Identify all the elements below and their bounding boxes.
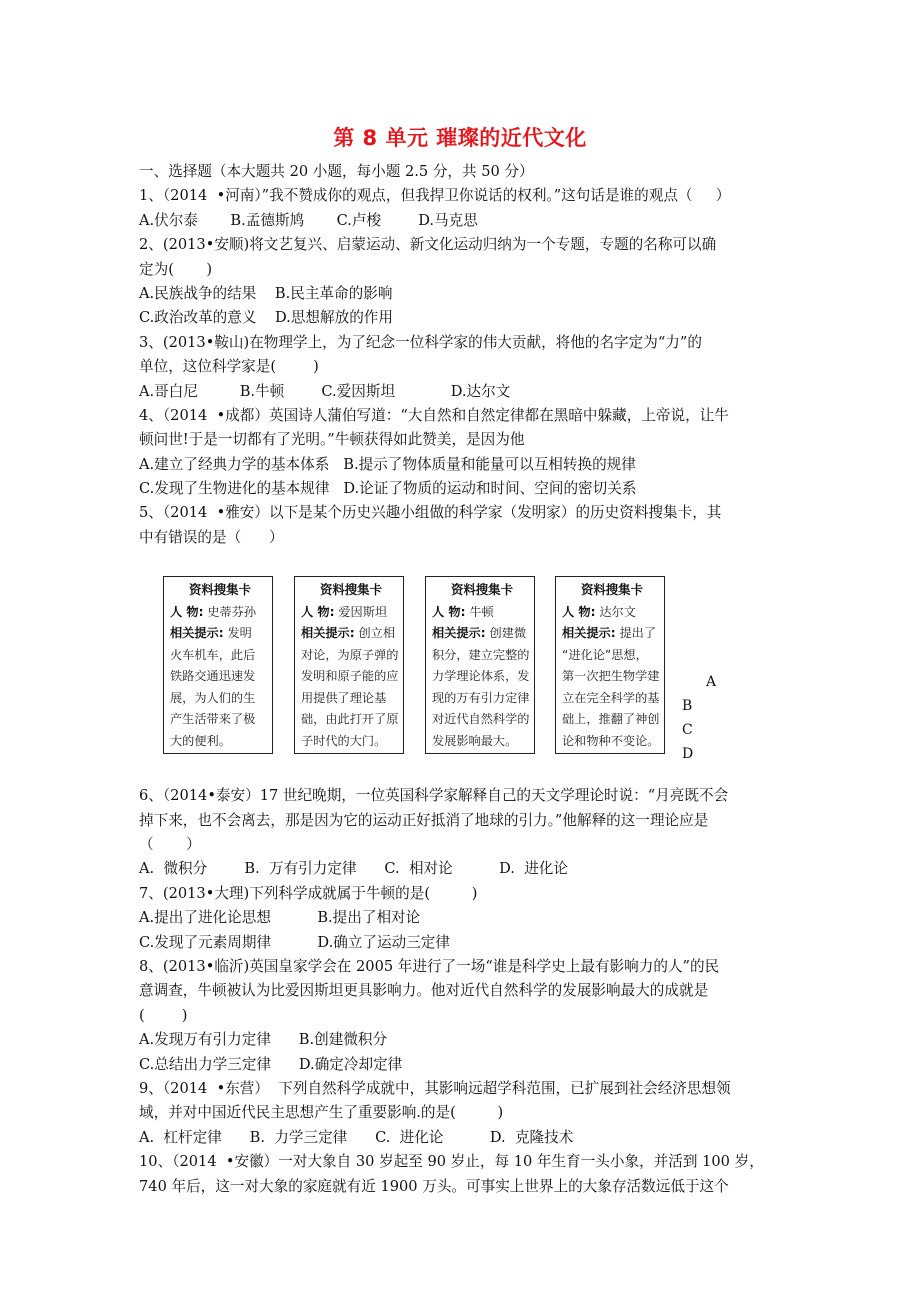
card-hint-line	[562, 731, 662, 753]
option-letter-a: A	[706, 674, 717, 691]
question-line: A.提出了进化论思想 B.提出了相对论	[139, 909, 421, 927]
option-letter-d: D	[682, 746, 694, 763]
card-hint-line	[301, 688, 401, 710]
card-hint-line	[170, 688, 270, 710]
card-hint-line	[432, 666, 532, 688]
card-hint-line	[301, 645, 401, 667]
card-hint-text: 立在完全科学的基	[562, 690, 660, 705]
material-card	[425, 576, 535, 754]
card-hint-text: 创建微	[489, 626, 527, 641]
card-title: 资料搜集卡	[581, 582, 643, 598]
question-line: 定为( )	[139, 260, 213, 278]
question-line: 1、（2014 •河南）”我不赞成你的观点，但我捍卫你说话的权利。”这句话是谁的观点（ ）	[139, 187, 731, 205]
card-hint-line	[432, 709, 532, 731]
card-person: 牛顿	[469, 604, 494, 619]
material-card	[163, 576, 273, 754]
card-hint-label: 相关提示:	[301, 626, 355, 641]
card-hint-text: 力学理论体系，发	[432, 669, 530, 684]
question-line: 6、（2014•泰安）17 世纪晚期，一位英国科学家解释自己的天文学理论时说：“月亮既不会	[139, 787, 729, 805]
question-line: （ ）	[139, 836, 201, 854]
card-hint-label: 相关提示:	[432, 626, 486, 641]
card-hint-line	[562, 666, 662, 688]
card-hint-line	[432, 623, 532, 645]
card-person-row	[170, 602, 270, 624]
option-letter-c: C	[682, 722, 693, 739]
card-hint-text: 火车机车，此后	[170, 647, 256, 662]
question-line: 5、（2014 •雅安）以下是某个历史兴趣小组做的科学家（发明家）的历史资料搜集卡，其	[139, 504, 722, 522]
section-heading: 一、选择题（本大题共 20 小题，每小题 2.5 分，共 50 分）	[139, 163, 534, 180]
question-body	[139, 160, 787, 1199]
card-hint-text: 发展影响最大。	[432, 733, 518, 748]
question-line: 单位，这位科学家是( )	[139, 358, 319, 376]
card-hint-line	[562, 645, 662, 667]
question-line: A.哥白尼 B.牛顿 C.爱因斯坦 D.达尔文	[139, 382, 511, 400]
card-hint-line	[301, 709, 401, 731]
card-hint-line	[170, 623, 270, 645]
question-line: ( )	[139, 1006, 188, 1024]
material-cards	[139, 564, 787, 784]
question-line: A.发现万有引力定律 B.创建微积分	[139, 1031, 388, 1049]
card-hint-text: 发明和原子能的应	[301, 669, 399, 684]
card-hint-text: 展，为人们的生	[170, 690, 256, 705]
card-hint-text: 提出了	[619, 626, 657, 641]
card-hint-text: 大的便利。	[170, 733, 231, 748]
material-card	[294, 576, 404, 754]
card-person: 达尔文	[599, 604, 636, 619]
questions-6-10	[139, 784, 787, 1199]
card-person-row	[301, 602, 401, 624]
questions-1-5	[139, 184, 787, 550]
card-hint-line	[562, 709, 662, 731]
card-hint-line	[170, 731, 270, 753]
card-hint-text: 础，由此打开了原	[301, 712, 399, 727]
question-line: 7、(2013•大理)下列科学成就属于牛顿的是( )	[139, 884, 478, 902]
option-letter-b: B	[682, 698, 693, 715]
question-line: 2、(2013•安顺)将文艺复兴、启蒙运动、新文化运动归纳为一个专题，专题的名称可以确	[139, 236, 717, 254]
question-line: C.政治改革的意义 D.思想解放的作用	[139, 309, 393, 327]
card-person-label: 人 物:	[432, 604, 466, 619]
card-hint-line	[301, 666, 401, 688]
card-hint-text: 积分，建立完整的	[432, 647, 530, 662]
card-hint-text: 现的万有引力定律	[432, 690, 530, 705]
card-title: 资料搜集卡	[451, 582, 513, 598]
card-hint-text: 对论，为原子弹的	[301, 647, 399, 662]
card-hint-line	[432, 731, 532, 753]
card-person-label: 人 物:	[170, 604, 204, 619]
card-person-row	[432, 602, 532, 624]
question-line: 740 年后，这一对大象的家庭就有近 1900 万头。可事实上世界上的大象存活数远低于这个	[139, 1177, 729, 1195]
page-title: 第 8 单元 璀璨的近代文化	[333, 126, 587, 150]
question-line: A. 微积分 B. 万有引力定律 C. 相对论 D. 进化论	[139, 860, 568, 878]
question-line: 掉下来，也不会离去，那是因为它的运动正好抵消了地球的引力。”他解释的这一理论应是	[139, 811, 709, 829]
question-line: 意调查，牛顿被认为比爱因斯坦更具影响力。他对近代自然科学的发展影响最大的成就是	[139, 982, 709, 1000]
question-line: A.民族战争的结果 B.民主革命的影响	[139, 284, 393, 302]
question-line: 域，并对中国近代民主思想产生了重要影响.的是( )	[139, 1104, 504, 1122]
question-line: C.发现了生物进化的基本规律 D.论证了物质的运动和时间、空间的密切关系	[139, 480, 637, 498]
question-line: A. 杠杆定律 B. 力学三定律 C. 进化论 D. 克隆技术	[139, 1128, 574, 1146]
card-title: 资料搜集卡	[189, 582, 251, 598]
card-person-label: 人 物:	[562, 604, 596, 619]
question-line: A.建立了经典力学的基本体系 B.提示了物体质量和能量可以互相转换的规律	[139, 455, 636, 473]
question-line: 4、（2014 •成都）英国诗人蒲伯写道：“大自然和自然定律都在黑暗中躲藏，上帝说，让牛	[139, 406, 729, 424]
card-person-label: 人 物:	[301, 604, 335, 619]
card-hint-text: 发明	[227, 626, 252, 641]
question-line: 10、（2014 •安徽）一对大象自 30 岁起至 90 岁止，每 10 年生育一头小象，并活到 100 岁，	[139, 1153, 764, 1171]
question-line: C.总结出力学三定律 D.确定冷却定律	[139, 1055, 403, 1073]
card-hint-line	[170, 709, 270, 731]
question-line: A.伏尔泰 B.孟德斯鸠 C.卢梭 D.马克思	[139, 211, 478, 229]
card-hint-text: “进化论”思想，	[562, 647, 648, 662]
card-hint-text: 第一次把生物学建	[562, 669, 660, 684]
question-line: 中有错误的是（ ）	[139, 528, 284, 546]
card-person-row	[562, 602, 662, 624]
card-hint-text: 产生活带来了极	[170, 712, 256, 727]
card-hint-line	[170, 666, 270, 688]
question-line: 8、(2013•临沂)英国皇家学会在 2005 年进行了一场“谁是科学史上最有影响力的人”的民	[139, 957, 720, 975]
card-hint-text: 论和物种不变论。	[562, 733, 660, 748]
card-hint-line	[432, 688, 532, 710]
card-hint-line	[170, 645, 270, 667]
card-hint-text: 铁路交通迅速发	[170, 669, 256, 684]
card-hint-line	[562, 623, 662, 645]
card-hint-label: 相关提示:	[562, 626, 616, 641]
card-hint-text: 础上，推翻了神创	[562, 712, 660, 727]
card-hint-line	[301, 623, 401, 645]
card-hint-text: 用提供了理论基	[301, 690, 387, 705]
card-hint-line	[562, 688, 662, 710]
card-person: 史蒂芬孙	[207, 604, 257, 619]
card-person: 爱因斯坦	[338, 604, 388, 619]
card-hint-line	[432, 645, 532, 667]
question-line: C.发现了元素周期律 D.确立了运动三定律	[139, 933, 450, 951]
card-hint-text: 对近代自然科学的	[432, 712, 530, 727]
material-card	[555, 576, 665, 754]
question-line: 9、（2014 •东营） 下列自然科学成就中，其影响远超学科范围，已扩展到社会经济思想领	[139, 1079, 731, 1097]
card-hint-line	[301, 731, 401, 753]
card-title: 资料搜集卡	[320, 582, 382, 598]
question-line: 顿问世!于是一切都有了光明。”牛顿获得如此赞美，是因为他	[139, 431, 525, 449]
card-hint-text: 子时代的大门。	[301, 733, 387, 748]
card-hint-label: 相关提示:	[170, 626, 224, 641]
question-line: 3、(2013•鞍山)在物理学上，为了纪念一位科学家的伟大贡献，将他的名字定为“力”的	[139, 333, 702, 351]
card-hint-text: 创立相	[358, 626, 396, 641]
